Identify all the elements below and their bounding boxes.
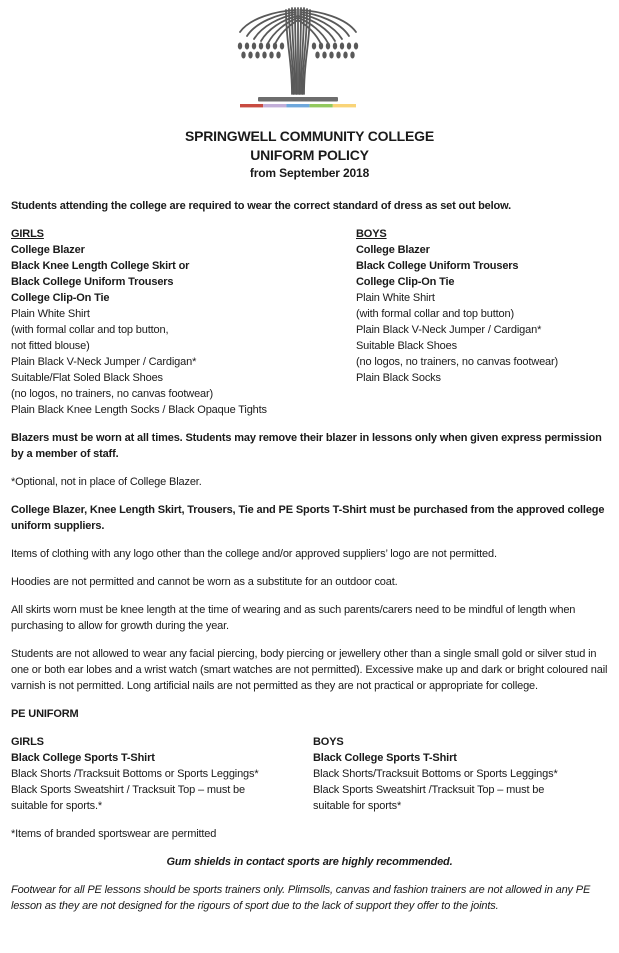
uniform-lists	[11, 226, 608, 418]
list-item: Black Sports Sweatshirt /Tracksuit Top – must be	[313, 784, 545, 796]
optional-note: *Optional, not in place of College Blazer.	[11, 476, 202, 488]
list-item: College Clip-On Tie	[356, 276, 455, 288]
list-item: (with formal collar and top button)	[356, 308, 514, 320]
list-item: Black College Uniform Trousers	[356, 260, 519, 272]
list-item: (with formal collar and top button,	[11, 324, 169, 336]
tree-branches	[240, 8, 356, 94]
intro-paragraph: Students attending the college are required to wear the correct standard of dress as set out below.	[11, 200, 512, 212]
document-title: UNIFORM POLICY	[250, 147, 369, 163]
logo-base-bar	[258, 97, 338, 102]
gum-shields-note: Gum shields in contact sports are highly recommended.	[166, 856, 453, 868]
list-item: Black Shorts/Tracksuit Bottoms or Sports Leggings*	[313, 768, 558, 780]
document-body	[0, 182, 619, 914]
effective-date: from September 2018	[249, 166, 370, 180]
college-logo	[230, 6, 366, 108]
pe-boys-list	[313, 734, 608, 814]
list-item: (no logos, no trainers, no canvas footwear)	[11, 388, 214, 400]
girls-uniform-list	[11, 226, 356, 418]
list-item: Plain Black Knee Length Socks / Black Opaque Tights	[11, 404, 267, 416]
logo-items-rule: Items of clothing with any logo other than the college and/or approved suppliers’ logo are not permitted.	[11, 548, 497, 560]
pe-boys-heading: BOYS	[313, 736, 344, 748]
list-item: (no logos, no trainers, no canvas footwear)	[356, 356, 559, 368]
list-item: College Blazer	[11, 244, 85, 256]
logo-color-stripe	[240, 104, 356, 107]
girls-heading: GIRLS	[11, 228, 44, 240]
list-item: suitable for sports*	[313, 800, 402, 812]
list-item: College Clip-On Tie	[11, 292, 110, 304]
boys-uniform-list	[356, 226, 608, 418]
document-header	[0, 126, 619, 182]
list-item: not fitted blouse)	[11, 340, 90, 352]
list-item: Plain White Shirt	[356, 292, 435, 304]
pe-girls-heading: GIRLS	[11, 736, 44, 748]
list-item: College Blazer	[356, 244, 430, 256]
hoodies-rule: Hoodies are not permitted and cannot be worn as a substitute for an outdoor coat.	[11, 576, 398, 588]
list-item: Suitable Black Shoes	[356, 340, 457, 352]
list-item: Black College Uniform Trousers	[11, 276, 174, 288]
list-item: Plain Black V-Neck Jumper / Cardigan*	[11, 356, 197, 368]
list-item: Plain Black Socks	[356, 372, 441, 384]
boys-heading: BOYS	[356, 228, 387, 240]
purchase-rule: College Blazer, Knee Length Skirt, Trousers, Tie and PE Sports T-Shirt must be purchased from the approved college uniform suppliers.	[11, 504, 605, 532]
skirt-length-rule: All skirts worn must be knee length at the time of wearing and as such parents/carers need to be mindful of length when purchasing to allow for growth during the year.	[11, 604, 576, 632]
list-item: Plain White Shirt	[11, 308, 90, 320]
pe-uniform-lists	[11, 734, 608, 814]
list-item: Black Sports Sweatshirt / Tracksuit Top – must be	[11, 784, 245, 796]
college-name: SPRINGWELL COMMUNITY COLLEGE	[185, 128, 434, 144]
pe-uniform-heading: PE UNIFORM	[11, 708, 79, 720]
blazers-rule: Blazers must be worn at all times. Students may remove their blazer in lessons only when given express permission by a member of staff.	[11, 432, 602, 460]
list-item: Plain Black V-Neck Jumper / Cardigan*	[356, 324, 542, 336]
jewellery-rule: Students are not allowed to wear any facial piercing, body piercing or jewellery other than a single small gold or silver stud in one or both ear lobes and a wrist watch (smart watches are not permitted). Excessive make up and dark or bright coloured nail varnish is not permitted. Long artificial nails are not permitted as they are not practical or appropriate for college.	[11, 648, 608, 692]
list-item: Suitable/Flat Soled Black Shoes	[11, 372, 163, 384]
branded-sportswear-note: *Items of branded sportswear are permitted	[11, 828, 217, 840]
list-item: Black College Sports T-Shirt	[313, 752, 457, 764]
willow-tree-logo-icon	[230, 6, 366, 108]
list-item: Black Knee Length College Skirt or	[11, 260, 190, 272]
list-item: suitable for sports.*	[11, 800, 103, 812]
pe-girls-list	[11, 734, 313, 814]
footwear-note: Footwear for all PE lessons should be sports trainers only. Plimsolls, canvas and fashion trainers are not allowed in any PE lesson as they are not designed for the rigours of sport due to the lack of support they offer to the joints.	[11, 884, 591, 912]
list-item: Black Shorts /Tracksuit Bottoms or Sports Leggings*	[11, 768, 259, 780]
list-item: Black College Sports T-Shirt	[11, 752, 155, 764]
